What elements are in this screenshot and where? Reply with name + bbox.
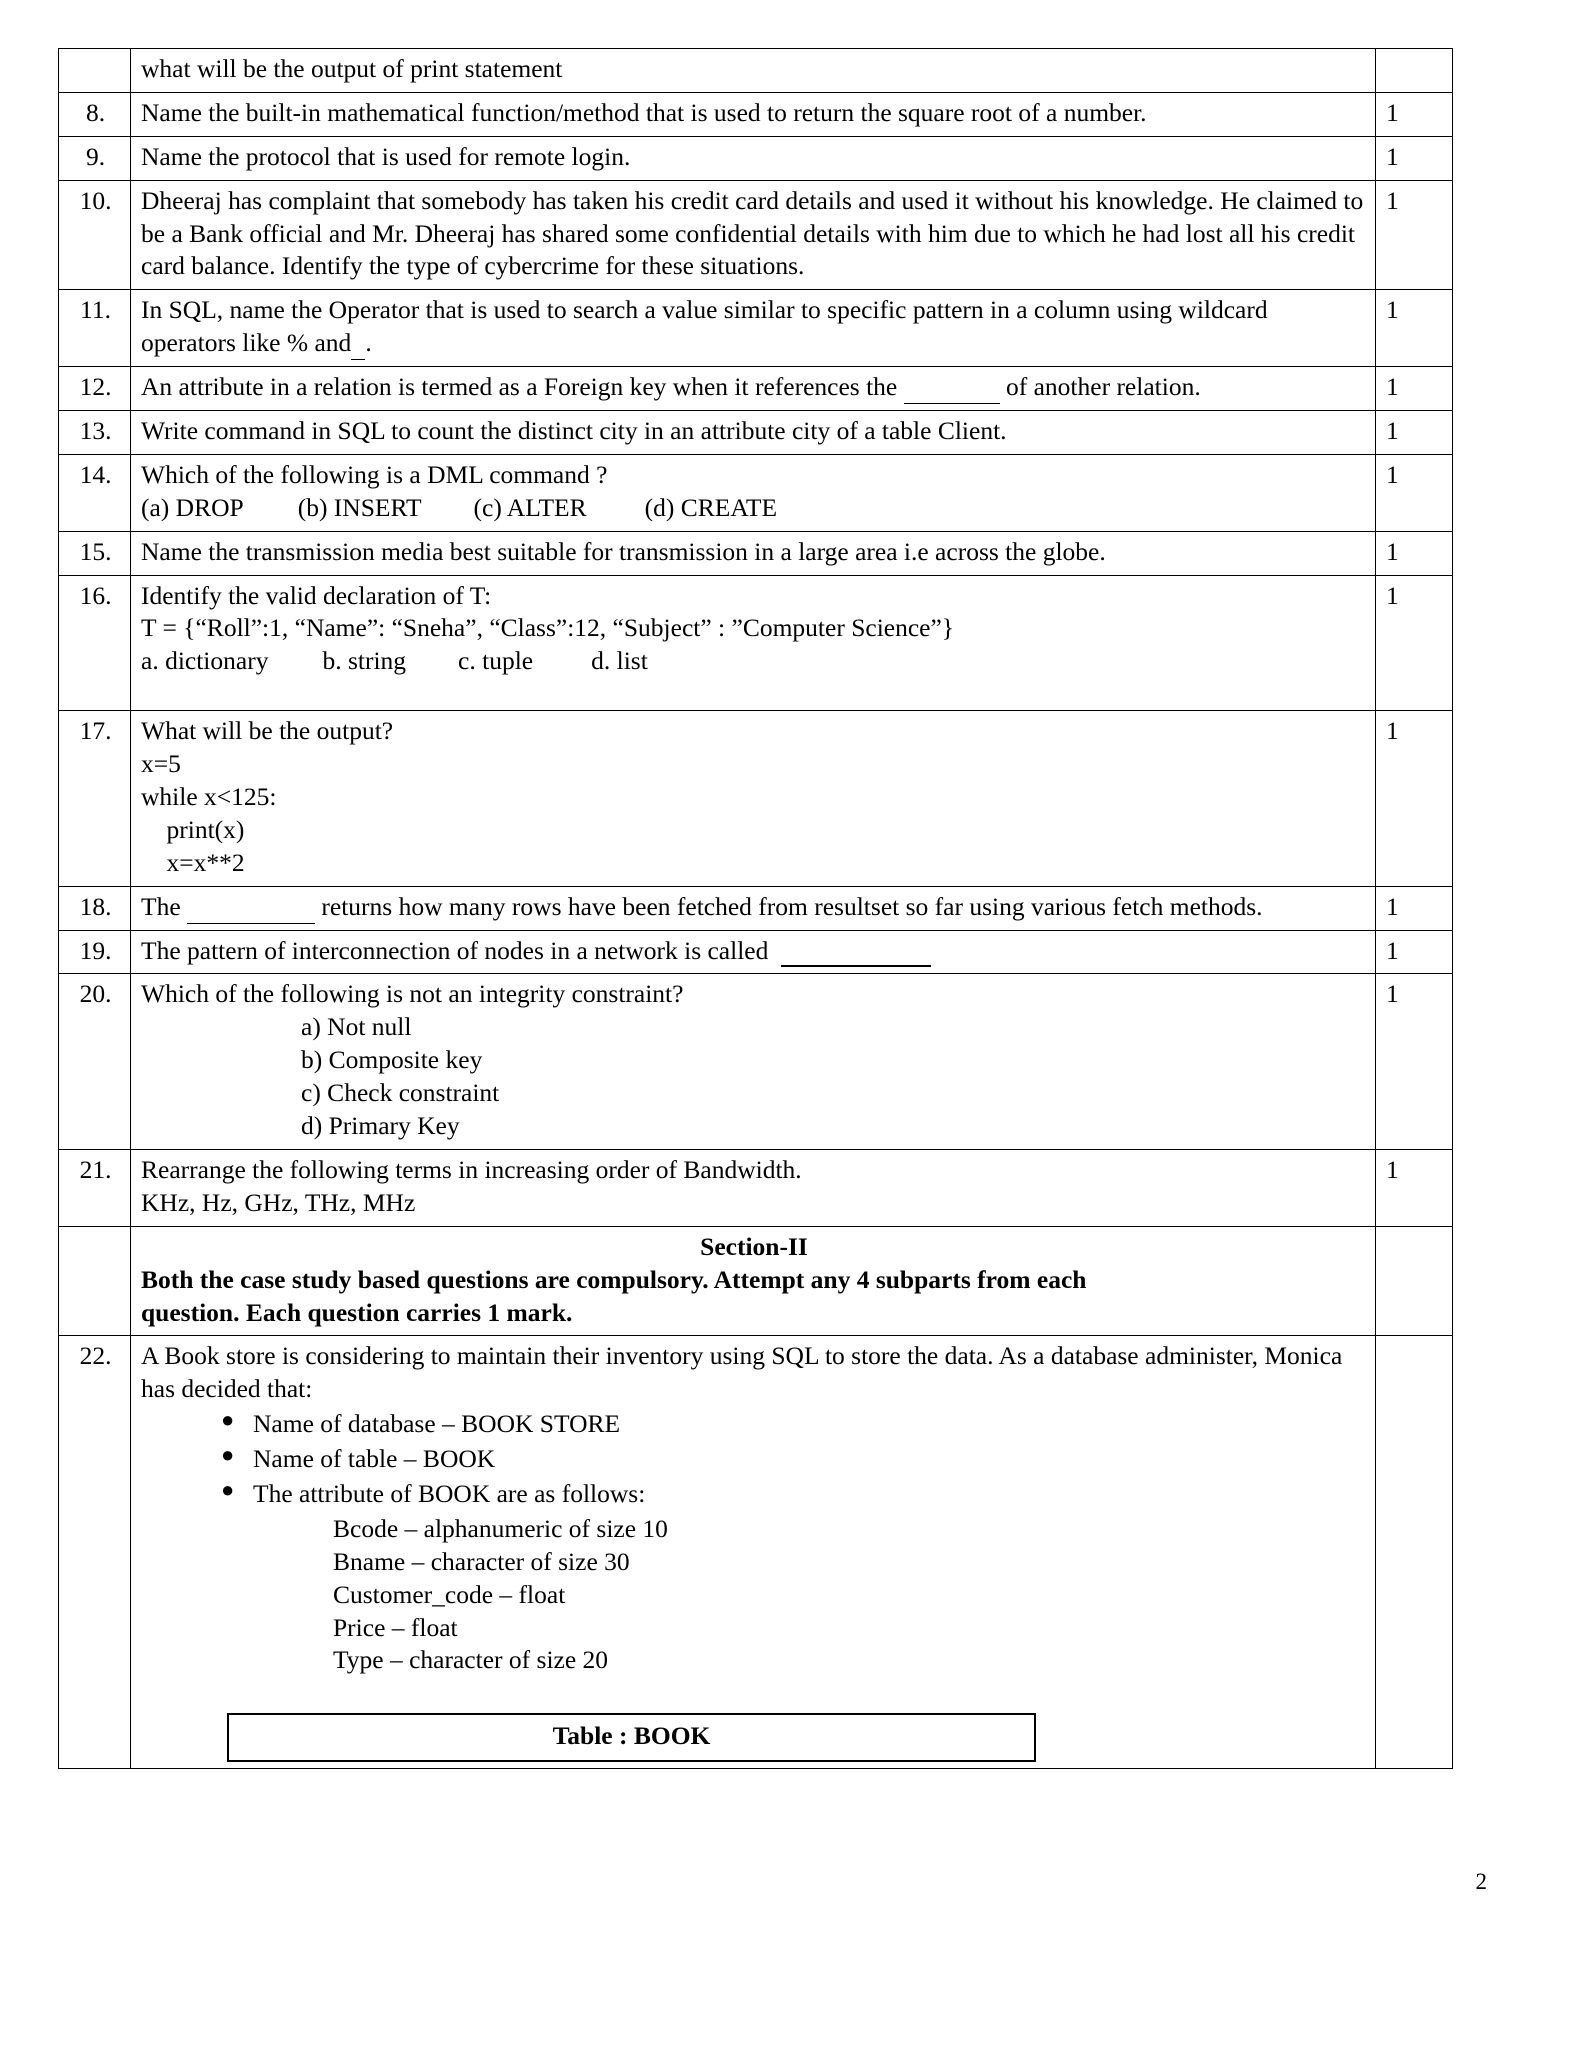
question-body xyxy=(131,180,1376,290)
question-marks xyxy=(1376,49,1453,93)
page-number: 2 xyxy=(1475,1869,1487,1894)
question-marks: 1 xyxy=(1376,290,1453,367)
table-row xyxy=(59,367,1453,411)
question-marks: 1 xyxy=(1376,1149,1453,1226)
fill-blank xyxy=(904,379,1000,404)
question-number: 21. xyxy=(59,1149,131,1226)
list-item xyxy=(221,1443,1367,1476)
attribute-line: Type – character of size 20 xyxy=(333,1645,609,1675)
question-text xyxy=(141,891,1367,924)
question-marks: 1 xyxy=(1376,531,1453,575)
question-number: 18. xyxy=(59,886,131,930)
option-d: (d) CREATE xyxy=(644,492,778,522)
question-marks: 1 xyxy=(1376,411,1453,455)
attribute-line: Bname – character of size 30 xyxy=(333,1546,630,1576)
option-d: d) Primary Key xyxy=(301,1111,460,1141)
question-body xyxy=(131,531,1376,575)
question-table-wrapper xyxy=(58,48,1452,1769)
section-header-body xyxy=(131,1226,1376,1336)
question-number: 8. xyxy=(59,92,131,136)
question-text: Name the protocol that is used for remote login. xyxy=(141,141,631,171)
question-prompt: Identify the valid declaration of T: xyxy=(141,580,492,610)
table-row xyxy=(59,930,1453,974)
table-row xyxy=(59,136,1453,180)
question-body xyxy=(131,1336,1376,1769)
question-number: 13. xyxy=(59,411,131,455)
table-row xyxy=(59,531,1453,575)
list-item-label: The attribute of BOOK are as follows: xyxy=(253,1478,646,1508)
question-number: 12. xyxy=(59,367,131,411)
table-row xyxy=(59,575,1453,711)
question-number: 20. xyxy=(59,974,131,1149)
question-text-part-a: In SQL, name the Operator that is used to search a value similar to specific pattern in a column using wildcard operators like % and xyxy=(141,295,1268,358)
row-spacer xyxy=(141,678,1367,704)
question-marks: 1 xyxy=(1376,886,1453,930)
terms-list: KHz, Hz, GHz, THz, MHz xyxy=(141,1187,416,1217)
question-number: 15. xyxy=(59,531,131,575)
question-number: 10. xyxy=(59,180,131,290)
list-item xyxy=(221,1408,1367,1441)
question-text: Dheeraj has complaint that somebody has taken his credit card details and used it without his knowledge. He claimed to be a Bank official and Mr. Dheeraj has shared some confidential details with him due to which he had lost all his credit card balance. Identify the type of cybercrime for these situations. xyxy=(141,185,1364,281)
option-c: c. tuple xyxy=(458,646,534,676)
attribute-line: Customer_code – float xyxy=(333,1579,566,1609)
option-b: (b) INSERT xyxy=(297,492,422,522)
question-number: 22. xyxy=(59,1336,131,1769)
question-prompt: Which of the following is a DML command ? xyxy=(141,459,608,489)
question-marks: 1 xyxy=(1376,711,1453,886)
question-body xyxy=(131,886,1376,930)
question-marks xyxy=(1376,1336,1453,1769)
section-title: Section-II xyxy=(700,1231,808,1261)
question-body xyxy=(131,930,1376,974)
case-study-bullets xyxy=(141,1408,1367,1511)
question-body xyxy=(131,454,1376,531)
attribute-line: Price – float xyxy=(333,1612,458,1642)
question-marks: 1 xyxy=(1376,92,1453,136)
question-text: what will be the output of print statement xyxy=(141,54,563,83)
option-c: (c) ALTER xyxy=(473,492,587,522)
question-number: 19. xyxy=(59,930,131,974)
question-number xyxy=(59,1226,131,1336)
question-number xyxy=(59,49,131,93)
question-body xyxy=(131,49,1376,93)
question-text xyxy=(141,935,1367,968)
question-text xyxy=(141,371,1367,404)
table-caption-label: Table : BOOK xyxy=(552,1721,711,1751)
table-row xyxy=(59,1149,1453,1226)
fill-blank xyxy=(187,898,315,923)
question-prompt: Which of the following is not an integrity constraint? xyxy=(141,979,684,1009)
option-a: a. dictionary xyxy=(141,646,269,676)
question-marks: 1 xyxy=(1376,454,1453,531)
code-line: while x<125: xyxy=(141,782,277,812)
table-row-section-header xyxy=(59,1226,1453,1336)
question-marks: 1 xyxy=(1376,180,1453,290)
question-body xyxy=(131,575,1376,711)
question-marks: 1 xyxy=(1376,974,1453,1149)
question-text: Name the built-in mathematical function/method that is used to return the square root of a number. xyxy=(141,97,1147,127)
question-body xyxy=(131,411,1376,455)
table-row xyxy=(59,411,1453,455)
option-d: d. list xyxy=(591,646,648,676)
question-marks: 1 xyxy=(1376,367,1453,411)
option-row xyxy=(141,645,1367,678)
table-row xyxy=(59,92,1453,136)
option-b: b) Composite key xyxy=(301,1045,483,1075)
question-number: 11. xyxy=(59,290,131,367)
question-prompt: What will be the output? xyxy=(141,716,394,746)
question-marks xyxy=(1376,1226,1453,1336)
question-body xyxy=(131,711,1376,886)
question-text: Name the transmission media best suitable for transmission in a large area i.e across the globe. xyxy=(141,536,1106,566)
question-text-part-a: The pattern of interconnection of nodes in a network is called xyxy=(141,935,769,965)
question-marks: 1 xyxy=(1376,575,1453,711)
question-prompt: Rearrange the following terms in increasing order of Bandwidth. xyxy=(141,1154,802,1184)
bullet-icon: ● xyxy=(221,1407,235,1433)
list-item-label: Name of table – BOOK xyxy=(253,1444,496,1474)
question-body xyxy=(131,367,1376,411)
question-body xyxy=(131,136,1376,180)
table-row xyxy=(59,974,1453,1149)
section-note-line-2: question. Each question carries 1 mark. xyxy=(141,1297,573,1327)
option-a: (a) DROP xyxy=(141,492,244,522)
question-text-part-a: An attribute in a relation is termed as a Foreign key when it references the xyxy=(141,372,898,402)
table-caption-box xyxy=(227,1713,1036,1762)
table-row xyxy=(59,1336,1453,1769)
table-row xyxy=(59,711,1453,886)
declaration-text: T = {“Roll”:1, “Name”: “Sneha”, “Class”:12, “Subject” : ”Computer Science”} xyxy=(141,613,955,643)
case-study-intro: A Book store is considering to maintain their inventory using SQL to store the data. As a database administer, Monica has decided that: xyxy=(141,1341,1343,1404)
bullet-icon: ● xyxy=(221,1476,235,1502)
code-line: x=5 xyxy=(141,749,181,779)
table-row xyxy=(59,180,1453,290)
option-c: c) Check constraint xyxy=(301,1078,500,1108)
option-b: b. string xyxy=(322,646,407,676)
option-row xyxy=(141,492,1367,525)
question-text-part-b: . xyxy=(365,328,372,358)
table-row xyxy=(59,454,1453,531)
question-table xyxy=(58,48,1453,1769)
question-marks: 1 xyxy=(1376,930,1453,974)
question-body xyxy=(131,974,1376,1149)
code-line: print(x) xyxy=(141,814,245,844)
question-marks: 1 xyxy=(1376,136,1453,180)
section-note-line-1: Both the case study based questions are compulsory. Attempt any 4 subparts from each xyxy=(141,1264,1087,1294)
table-row xyxy=(59,886,1453,930)
table-row xyxy=(59,49,1453,93)
question-body xyxy=(131,290,1376,367)
attribute-line: Bcode – alphanumeric of size 10 xyxy=(333,1513,668,1543)
question-number: 16. xyxy=(59,575,131,711)
question-body xyxy=(131,1149,1376,1226)
question-text-part-a: The xyxy=(141,891,181,921)
question-number: 17. xyxy=(59,711,131,886)
question-number: 9. xyxy=(59,136,131,180)
option-a: a) Not null xyxy=(301,1012,412,1042)
fill-blank xyxy=(781,941,931,967)
fill-blank-underscore xyxy=(351,335,365,360)
list-item xyxy=(221,1478,1367,1511)
bullet-icon: ● xyxy=(221,1442,235,1468)
question-body xyxy=(131,92,1376,136)
question-number: 14. xyxy=(59,454,131,531)
code-line: x=x**2 xyxy=(141,847,245,877)
question-text-part-b: of another relation. xyxy=(1005,372,1201,402)
table-row xyxy=(59,290,1453,367)
question-text: Write command in SQL to count the distinct city in an attribute city of a table Client. xyxy=(141,416,1007,446)
question-text xyxy=(141,294,1367,360)
list-item-label: Name of database – BOOK STORE xyxy=(253,1409,621,1439)
question-text-part-b: returns how many rows have been fetched from resultset so far using various fetch methods. xyxy=(321,891,1263,921)
